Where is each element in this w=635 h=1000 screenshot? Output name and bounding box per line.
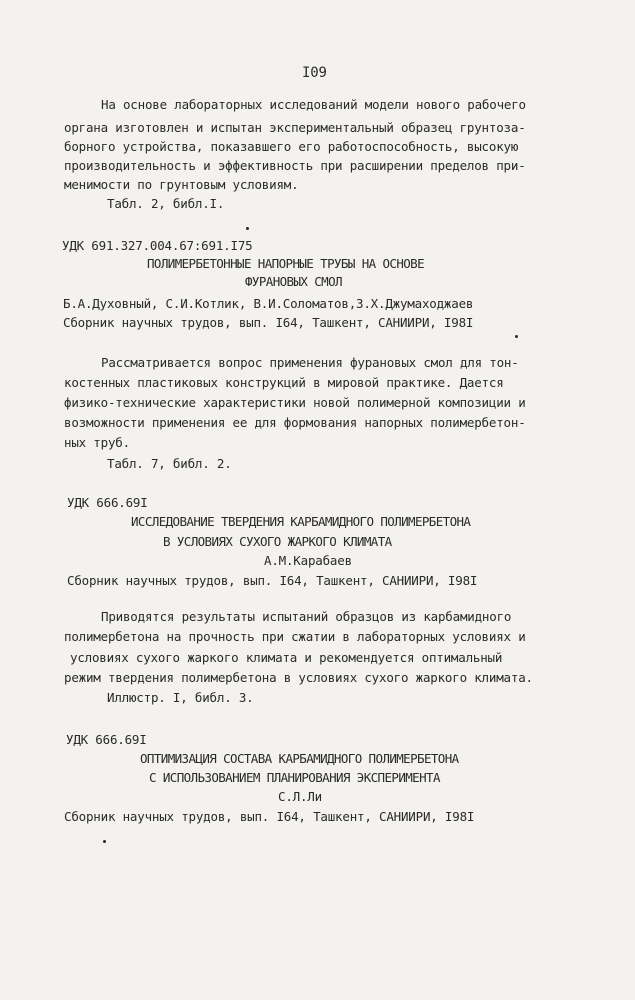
abstract-text-line: менимости по грунтовым условиям. — [64, 177, 299, 192]
abstract-title-line: С ИСПОЛЬЗОВАНИЕМ ПЛАНИРОВАНИЯ ЭКСПЕРИМЕНТА — [149, 770, 440, 785]
abstract-refs: Табл. 2, библ.I. — [107, 196, 225, 211]
abstract-authors: Б.А.Духовный, С.И.Котлик, В.И.Соломатов,З.Х.Джумаходжаев — [63, 296, 474, 311]
abstract-text-line: режим твердения полимербетона в условиях сухого жаркого климата. — [64, 670, 533, 685]
abstract-title-line: ФУРАНОВЫХ СМОЛ — [245, 274, 342, 289]
abstract-text-line: производительность и эффективность при расширении пределов при- — [64, 158, 526, 173]
abstract-refs: Иллюстр. I, библ. 3. — [107, 690, 254, 705]
abstract-text-line: полимербетона на прочность при сжатии в лабораторных условиях и — [64, 629, 526, 644]
udk-code: УДК 666.69I — [66, 732, 147, 747]
abstract-text-line: органа изготовлен и испытан экспериментальный образец грунтоза- — [64, 120, 526, 135]
abstract-source: Сборник научных трудов, вып. I64, Ташкент, САНИИРИ, I98I — [63, 315, 474, 330]
abstract-text-line: костенных пластиковых конструкций в мировой практике. Дается — [64, 375, 504, 390]
abstract-title-line: В УСЛОВИЯХ СУХОГО ЖАРКОГО КЛИМАТА — [163, 534, 392, 549]
ink-speck — [103, 840, 106, 843]
abstract-text-line: ных труб. — [64, 435, 130, 450]
abstract-source: Сборник научных трудов, вып. I64, Ташкент, САНИИРИ, I98I — [64, 809, 475, 824]
abstract-text-line: борного устройства, показавшего его работоспособность, высокую — [64, 139, 519, 154]
abstract-source: Сборник научных трудов, вып. I64, Ташкент, САНИИРИ, I98I — [67, 573, 478, 588]
abstract-text-line: физико-технические характеристики новой полимерной композиции и — [64, 395, 526, 410]
page-number: I09 — [302, 65, 327, 81]
abstract-authors: А.М.Карабаев — [264, 553, 352, 568]
udk-code: УДК 666.69I — [67, 495, 148, 510]
abstract-text-line: Рассматривается вопрос применения фурановых смол для тон- — [101, 355, 519, 370]
abstract-title-line: ОПТИМИЗАЦИЯ СОСТАВА КАРБАМИДНОГО ПОЛИМЕРБЕТОНА — [140, 751, 459, 766]
abstract-text-line: На основе лабораторных исследований модели нового рабочего — [101, 97, 526, 112]
udk-code: УДК 691.327.004.67:691.I75 — [62, 238, 253, 253]
abstract-text-line: условиях сухого жаркого климата и рекомендуется оптимальный — [70, 650, 503, 665]
abstract-authors: С.Л.Ли — [278, 789, 322, 804]
abstract-text-line: возможности применения ее для формования напорных полимербетон- — [64, 415, 526, 430]
ink-speck — [246, 227, 249, 230]
abstract-text-line: Приводятся результаты испытаний образцов из карбамидного — [101, 609, 512, 624]
ink-speck — [515, 335, 518, 338]
abstract-title-line: ПОЛИМЕРБЕТОННЫЕ НАПОРНЫЕ ТРУБЫ НА ОСНОВЕ — [147, 256, 425, 271]
abstract-title-line: ИССЛЕДОВАНИЕ ТВЕРДЕНИЯ КАРБАМИДНОГО ПОЛИМЕРБЕТОНА — [131, 514, 471, 529]
abstract-refs: Табл. 7, библ. 2. — [107, 456, 232, 471]
